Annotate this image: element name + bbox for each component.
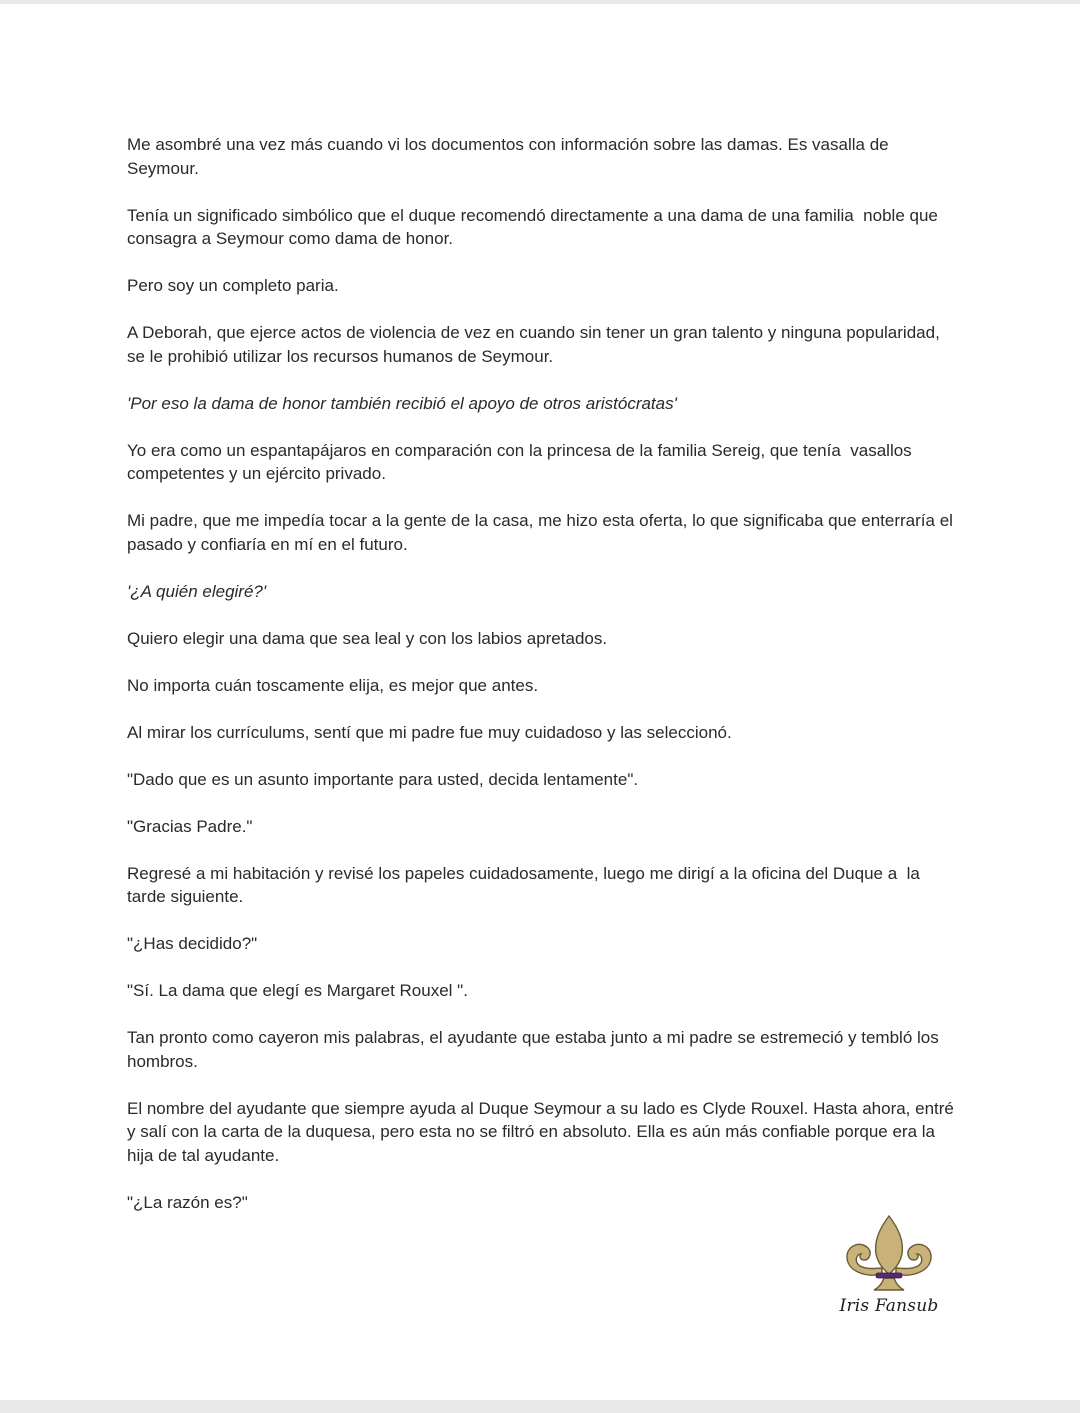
paragraph: Pero soy un completo paria. (127, 276, 339, 295)
paragraph: Mi padre, que me impedía tocar a la gente de la casa, me hizo esta oferta, lo que significaba que enterraría el pasado y confiaría en mí en el futuro. (127, 511, 958, 554)
paragraph: Yo era como un espantapájaros en comparación con la princesa de la familia Sereig, que tenía vasallos competentes y un ejército privado. (127, 440, 917, 483)
watermark-label: Iris Fansub (839, 1296, 939, 1316)
paragraph-italic-thought: 'Por eso la dama de honor también recibió el apoyo de otros aristócratas' (127, 393, 677, 413)
paragraph-italic-thought: '¿A quién elegiré?' (127, 581, 267, 601)
paragraph: Tan pronto como cayeron mis palabras, el ayudante que estaba junto a mi padre se estremeció y tembló los hombros. (127, 1028, 944, 1071)
paragraph: Al mirar los currículums, sentí que mi padre fue muy cuidadoso y las seleccionó. (127, 722, 732, 742)
paragraph-dialogue: "Dado que es un asunto importante para usted, decida lentamente". (127, 769, 639, 789)
paragraph: No importa cuán toscamente elija, es mejor que antes. (127, 675, 539, 695)
document-page (0, 4, 1080, 1400)
paragraph: Quiero elegir una dama que sea leal y con los labios apretados. (127, 628, 608, 648)
fleur-de-lis-icon (838, 1212, 940, 1296)
paragraph: Regresé a mi habitación y revisé los papeles cuidadosamente, luego me dirigí a la oficina del Duque a la tarde siguiente. (127, 863, 925, 906)
paragraph: El nombre del ayudante que siempre ayuda al Duque Seymour a su lado es Clyde Rouxel. Hasta ahora, entré y salí con la carta de la duquesa, pero esta no se filtró en absoluto. Ella es aún más confiable porque era la hija de tal ayudante. (127, 1098, 959, 1165)
iris-fansub-watermark (838, 1212, 940, 1328)
paragraph: Tenía un significado simbólico que el duque recomendó directamente a una dama de una familia noble que consagra a Seymour como dama de honor. (127, 205, 943, 248)
paragraph: Me asombré una vez más cuando vi los documentos con información sobre las damas. Es vasalla de Seymour. (127, 135, 894, 178)
paragraph: A Deborah, que ejerce actos de violencia de vez en cuando sin tener un gran talento y ninguna popularidad, se le prohibió utilizar los recursos humanos de Seymour. (127, 323, 945, 366)
paragraph-dialogue: "Sí. La dama que elegí es Margaret Rouxel ". (127, 981, 468, 1000)
paragraph-dialogue: "Gracias Padre." (127, 816, 253, 836)
paragraph-dialogue: "¿Has decidido?" (127, 934, 258, 953)
document-body (127, 133, 957, 1238)
paragraph-dialogue: "¿La razón es?" (127, 1192, 248, 1212)
